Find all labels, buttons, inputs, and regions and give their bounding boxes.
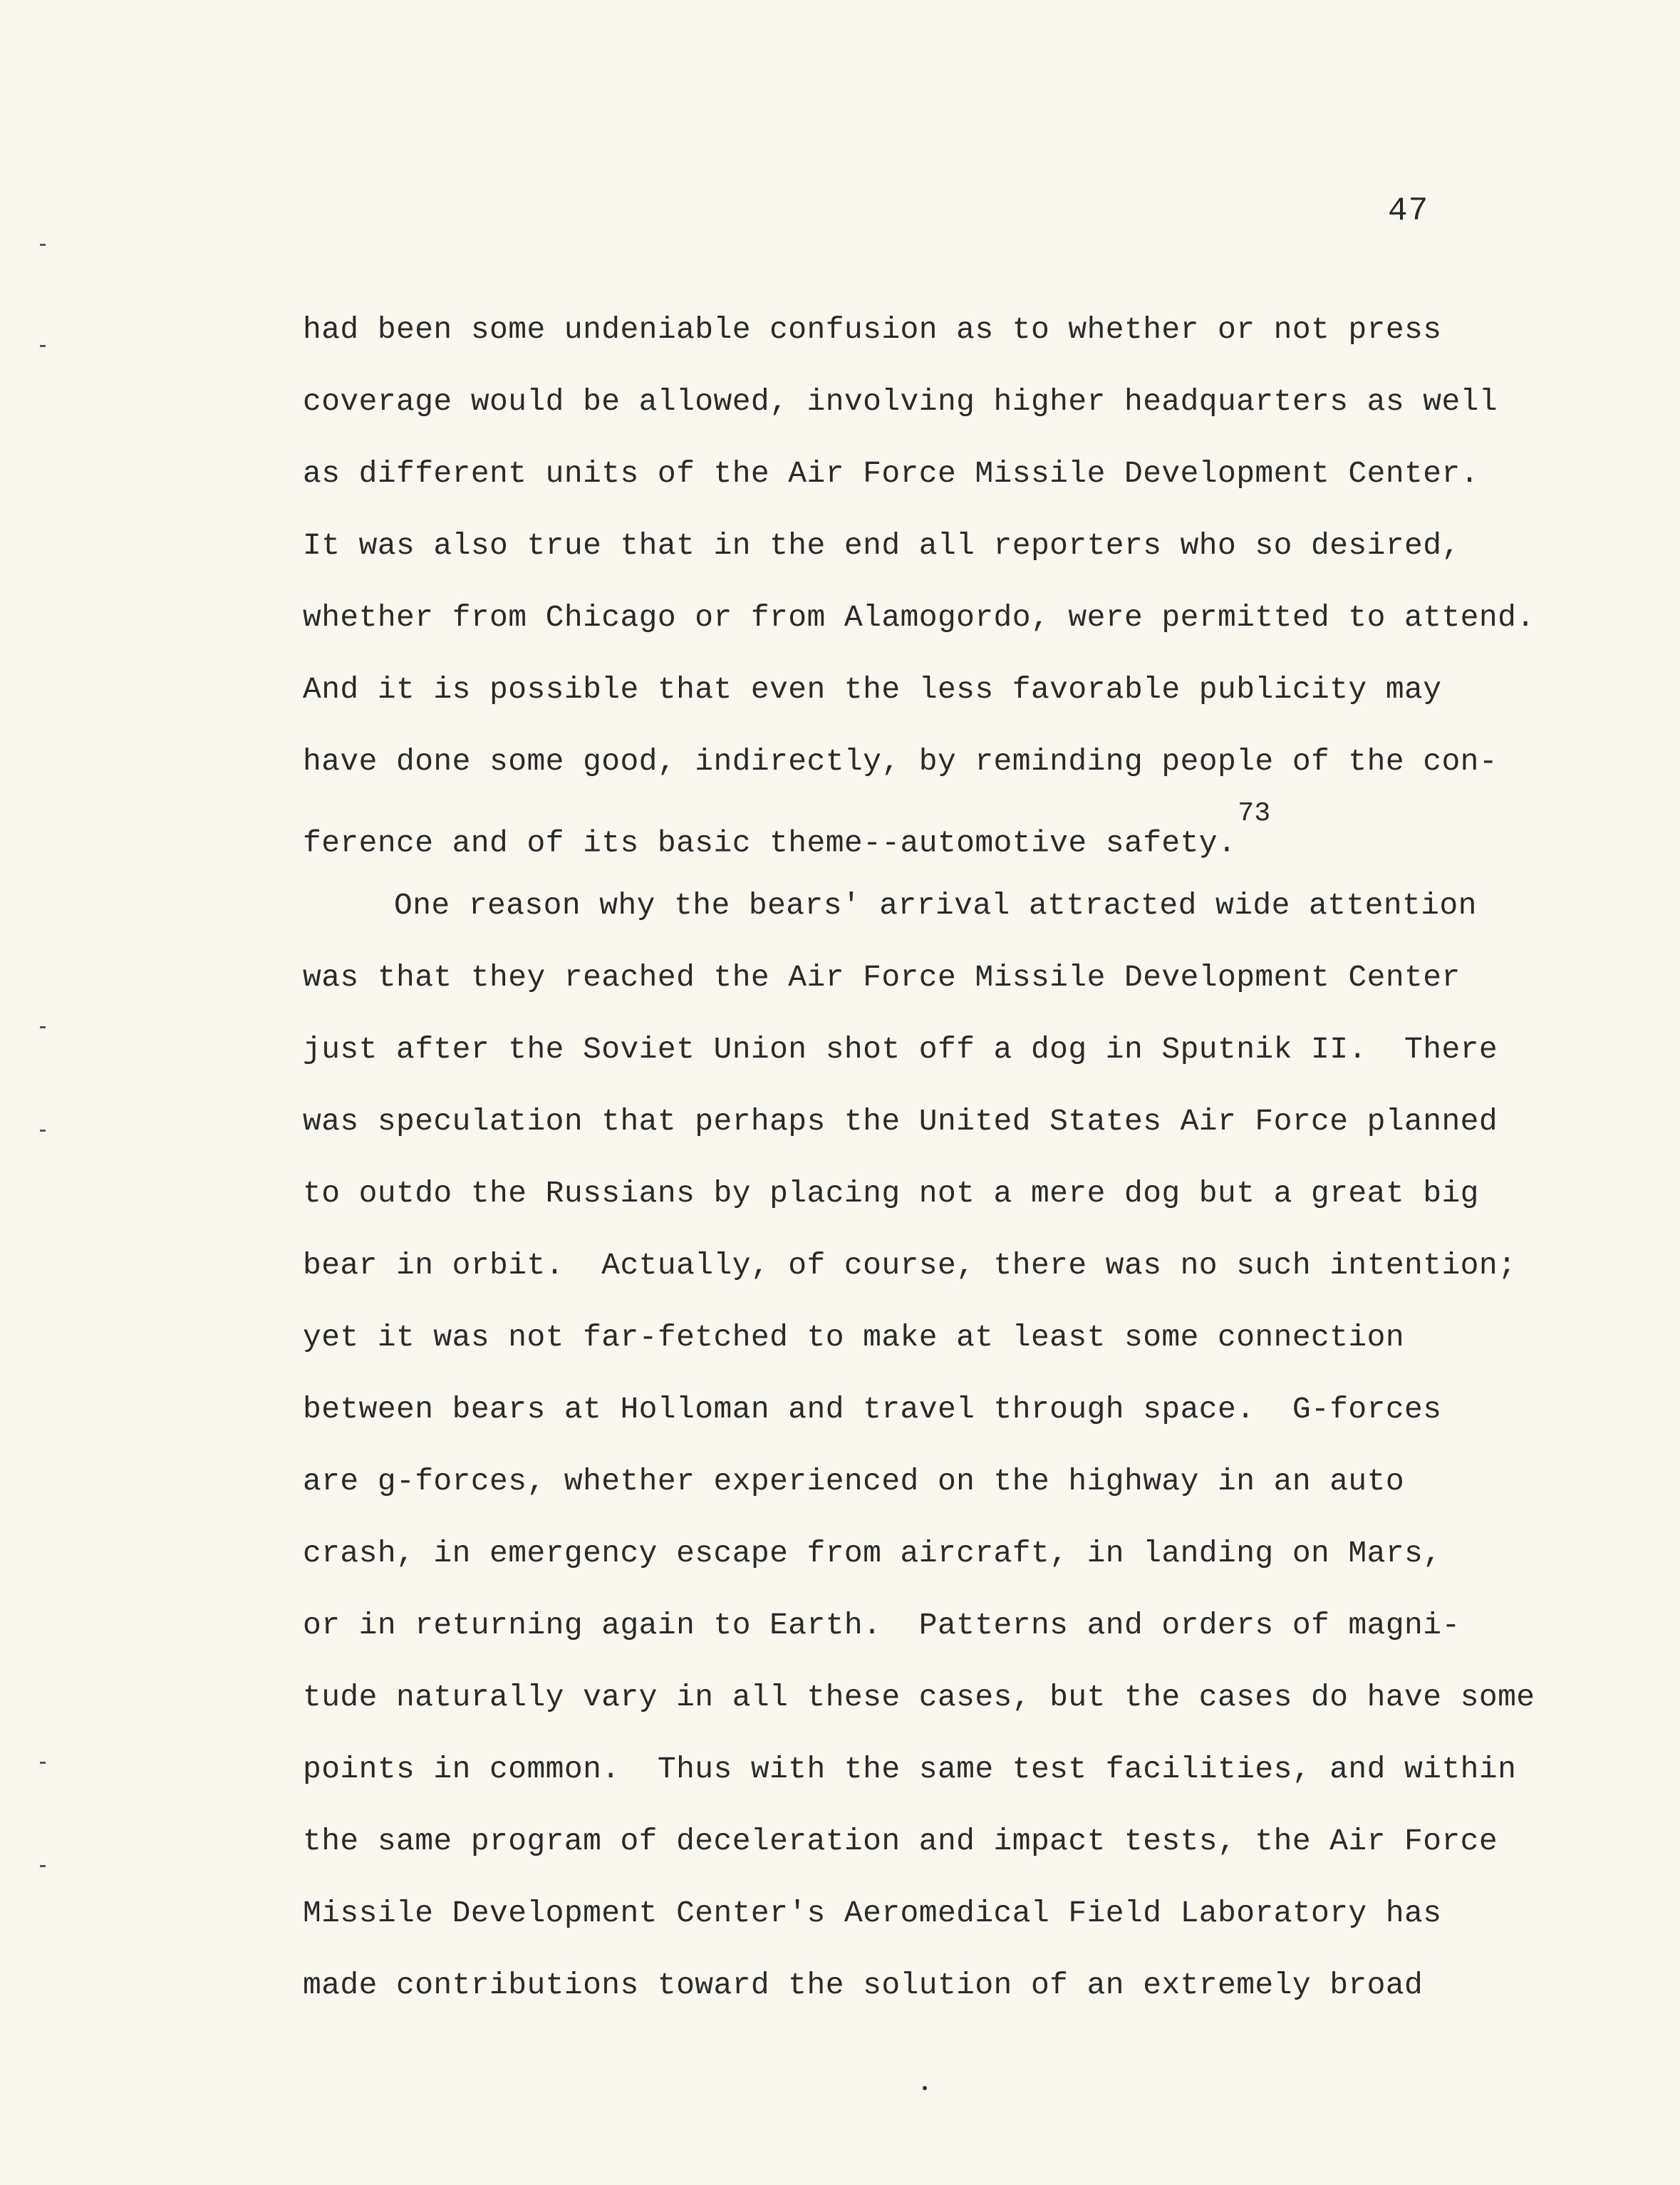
paragraph-2-line: Missile Development Center's Aeromedical Field Laboratory has — [303, 1896, 1442, 1931]
paragraph-2-line: points in common. Thus with the same test facilities, and within — [303, 1752, 1517, 1787]
paragraph-2-line: was speculation that perhaps the United States Air Force planned — [303, 1104, 1498, 1139]
paragraph-2-line: bear in orbit. Actually, of course, there was no such intention; — [303, 1248, 1517, 1283]
paragraph-2-line: yet it was not far-fetched to make at least some connection — [303, 1320, 1405, 1355]
page-number: 47 — [1388, 192, 1429, 229]
paragraph-2-line: or in returning again to Earth. Patterns and orders of magni- — [303, 1608, 1461, 1643]
paragraph-1-line-text: ference and of its basic theme--automotive safety. — [303, 825, 1237, 861]
paragraph-2-line: tude naturally vary in all these cases, but the cases do have some — [303, 1680, 1535, 1715]
scan-mark — [40, 1130, 46, 1132]
paragraph-1-line: had been some undeniable confusion as to whether or not press — [303, 312, 1442, 347]
scan-mark — [40, 1026, 46, 1028]
scan-dot — [923, 2086, 927, 2090]
footnote-reference: 73 — [1238, 798, 1271, 829]
paragraph-1-last-line — [303, 798, 1528, 875]
paragraph-2-line: was that they reached the Air Force Missile Development Center — [303, 960, 1461, 995]
scan-mark — [40, 1762, 46, 1764]
scan-mark — [40, 244, 46, 246]
paragraph-1-line: as different units of the Air Force Missile Development Center. — [303, 456, 1479, 491]
paragraph-2-line: to outdo the Russians by placing not a mere dog but a great big — [303, 1176, 1479, 1211]
paragraph-2-line: are g-forces, whether experienced on the highway in an auto — [303, 1464, 1405, 1499]
paragraph-2-line: crash, in emergency escape from aircraft, in landing on Mars, — [303, 1536, 1442, 1571]
paragraph-1-line: whether from Chicago or from Alamogordo, were permitted to attend. — [303, 600, 1535, 635]
scan-mark — [40, 1865, 46, 1867]
paragraph-2-line: just after the Soviet Union shot off a dog in Sputnik II. There — [303, 1032, 1498, 1067]
paragraph-2-line: made contributions toward the solution of an extremely broad — [303, 1968, 1424, 2003]
paragraph-1-line: It was also true that in the end all reporters who so desired, — [303, 528, 1461, 563]
paragraph-1-line: have done some good, indirectly, by reminding people of the con- — [303, 744, 1498, 779]
paragraph-1-line: coverage would be allowed, involving higher headquarters as well — [303, 384, 1498, 419]
paragraph-2-line: between bears at Holloman and travel through space. G-forces — [303, 1392, 1442, 1427]
paragraph-2-line: One reason why the bears' arrival attracted wide attention — [394, 888, 1477, 923]
paragraph-1-line: And it is possible that even the less favorable publicity may — [303, 672, 1442, 707]
body-text — [303, 299, 1535, 2027]
paragraph-2-line: the same program of deceleration and impact tests, the Air Force — [303, 1824, 1498, 1859]
scan-mark — [40, 345, 46, 347]
